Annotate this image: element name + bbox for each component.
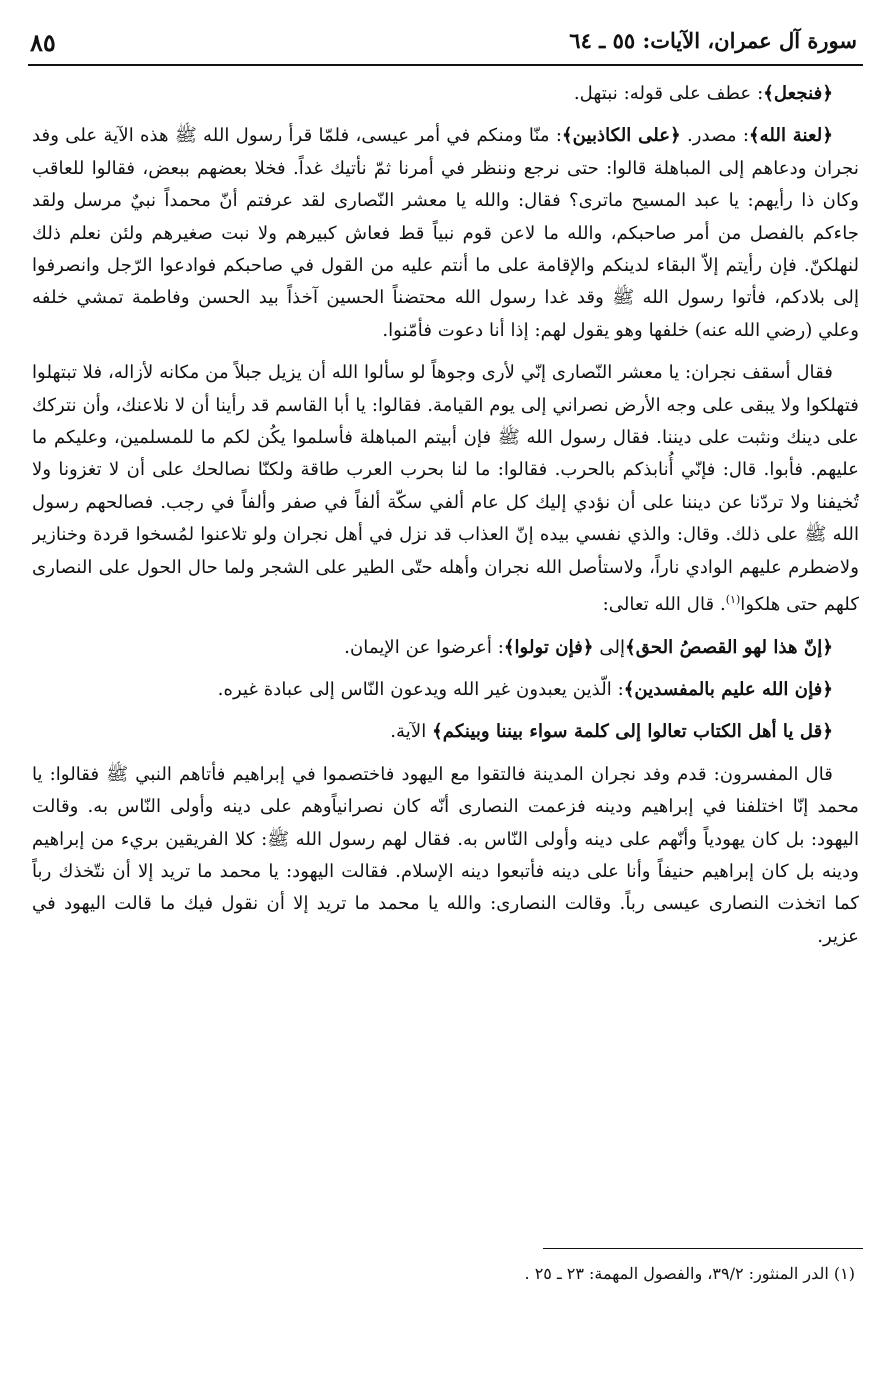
book-page <box>28 22 863 1352</box>
quran-term: ﴿فإن الله عليم بالمفسدين﴾ <box>623 678 833 700</box>
quran-term: ﴿على الكاذبين﴾ <box>561 125 681 147</box>
quran-term: ﴿لعنة الله﴾ <box>748 125 833 147</box>
paragraph <box>32 632 859 664</box>
surah-title: سورة آل عمران، الآيات: ٥٥ ـ ٦٤ <box>569 28 857 53</box>
paragraph <box>32 120 859 347</box>
paragraph-text: . قال الله تعالى: <box>602 594 726 616</box>
body-text <box>32 78 859 1178</box>
footnote-mark: (١) <box>725 593 741 607</box>
paragraph-text: فقال أسقف نجران: يا معشر النّصارى إنّي لأرى وجوهاً لو سألوا الله أن يزيل جبلاً من مكانه لأزاله، فلا تبتهلوا فتهلكوا ولا يبقى على وجه الأرض نصراني إلى يوم القيامة. فقالوا: يا أبا القاسم قد رأينا أن لا نلاعنك، وأن نتركك على دينك ونثبت على ديننا. فقال رسول الله ﷺ فإن أبيتم المباهلة فأسلموا يكُن لكم ما للمسلمين، وعليكم ما عليهم. فأبوا. قال: فإنّي أُنابذكم بالحرب. فقالوا: ما لنا بحرب العرب طاقة ولكنّا نصالحك على أن لا تغزونا ولا تُخيفنا ولا تردّنا عن ديننا على أن نؤدي إليك كل عام ألفي سكّة ألفاً في صفر وألفاً في رجب. فصالحهم رسول الله ﷺ على ذلك. وقال: والذي نفسي بيده إنّ العذاب قد نزل في أهل نجران ولو تلاعنوا لمُسخوا قردة وخنازير ولاضطرم عليهم الوادي ناراً، ولاستأصل الله نجران وأهله حتّى الطير على الشجر ولما حال الحول على النصارى كلهم حتى هلكوا <box>32 362 859 616</box>
paragraph-text: : مصدر. <box>680 125 749 147</box>
paragraph <box>32 357 859 621</box>
paragraph <box>32 716 859 748</box>
page-header <box>28 22 863 66</box>
paragraph <box>32 759 859 953</box>
quran-term: ﴿إنّ هذا لهو القصصُ الحق﴾ <box>625 636 833 658</box>
paragraph <box>32 674 859 706</box>
paragraph-text: قال المفسرون: قدم وفد نجران المدينة فالتقوا مع اليهود فاختصموا في إبراهيم فأتاهم النبي ﷺ فقالوا: يا محمد إنّا اختلفنا في إبراهيم ودينه فزعمت النصارى أنّه كان نصرانياًوهم على دينه وأولى النّاس به. وقالت اليهود: بل كان يهودياً وأنّهم على دينه وأولى النّاس به. فقال لهم رسول الله ﷺ: كلا الفريقين بريء من إبراهيم ودينه بل كان إبراهيم حنيفاً وأنا على دينه فأتبعوا دينه الإسلام. فقالت اليهود: يا محمد ما تريد إلا أن نتّخذك رباً كما اتخذت النصارى عيسى رباً. وقالت النصارى: والله يا محمد ما تريد إلا أن نقول فيك ما قالت اليهود في عزير. <box>32 763 859 947</box>
quran-term: ﴿فإن تولوا﴾ <box>503 636 594 658</box>
paragraph-text: : أعرضوا عن الإيمان. <box>344 636 504 658</box>
paragraph-text: الآية. <box>390 721 433 743</box>
quran-term: ﴿فنجعل﴾ <box>763 83 833 104</box>
paragraph-text: : الّذين يعبدون غير الله ويدعون النّاس إلى عبادة غيره. <box>217 678 624 700</box>
paragraph-text: : عطف على قوله: نبتهل. <box>573 83 764 104</box>
footnote-divider <box>543 1248 863 1249</box>
page-number: ٨٥ <box>30 28 56 57</box>
quran-term: ﴿قل يا أهل الكتاب تعالوا إلى كلمة سواء بيننا وبينكم﴾ <box>432 721 833 743</box>
paragraph-text: إلى <box>593 636 626 658</box>
paragraph-text: : منّا ومنكم في أمر عيسى، فلمّا قرأ رسول الله ﷺ هذه الآية على وفد نجران ودعاهم إلى المباهلة قالوا: حتى نرجع وننظر في أمرنا ثمّ نأتيك غداً. فخلا بعضهم ببعض، فقالوا للعاقب وكان ذا رأيهم: يا عبد المسيح ماترى؟ فقال: والله يا معشر النّصارى لقد عرفتم أنّ محمداً نبيٌ مرسل ولقد جاءكم بالفصل من أمر صاحبكم، والله ما لاعن قوم نبياً قط فعاش كبيرهم ولا نبت صغيرهم ولئن نعلم ذلك لنهلكنّ. فإن رأيتم إلاّ البقاء لدينكم والإقامة على ما أنتم عليه من القول في صاحبكم فوادعوا الرّجل وانصرفوا إلى بلادكم، فأتوا رسول الله ﷺ وقد غدا رسول الله محتضناً الحسين آخذاً بيد الحسن وفاطمة تمشي خلفه وعلي (رضي الله عنه) خلفها وهو يقول لهم: إذا أنا دعوت فأمّنوا. <box>32 125 859 341</box>
footnote: (١) الدر المنثور: ٣٩/٢، والفصول المهمة: ٢٣ ـ ٢٥ . <box>524 1264 855 1283</box>
paragraph <box>32 78 859 110</box>
